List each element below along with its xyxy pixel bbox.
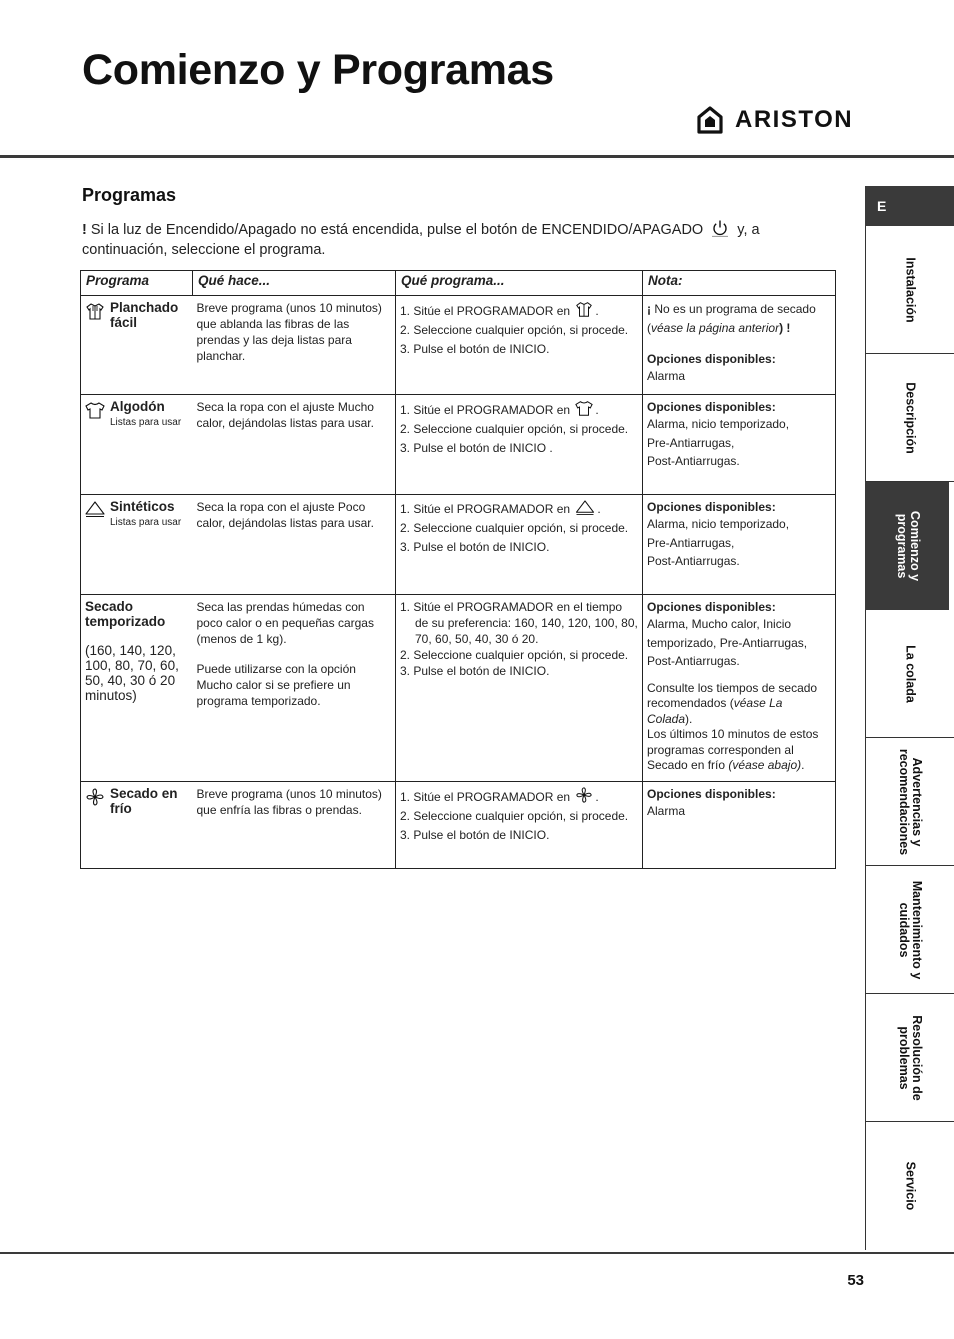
step-item: 3. Pulse el botón de INICIO. bbox=[400, 540, 550, 554]
header-que-hace: Qué hace... bbox=[193, 271, 396, 296]
note-cell bbox=[643, 495, 836, 595]
step-item: 2. Seleccione cualquier opción, si procede. bbox=[400, 809, 629, 823]
page-number: 53 bbox=[847, 1272, 864, 1289]
step-item: 1. Sitúe el PROGRAMADOR en . bbox=[400, 499, 638, 519]
how-cell bbox=[396, 495, 643, 595]
intro-text-1: Si la luz de Encendido/Apagado no está encendida, pulse el botón de ENCENDIDO/APAGADO bbox=[90, 222, 704, 238]
step-item: 3. Pulse el botón de INICIO . bbox=[400, 441, 553, 455]
step-item: 2. Seleccione cualquier opción, si procede. bbox=[400, 422, 629, 436]
table-row bbox=[81, 595, 836, 782]
program-name: Algodón bbox=[110, 399, 165, 414]
synthetics-triangle-icon bbox=[575, 499, 595, 516]
note-extra: Los últimos 10 minutos de estos programas corresponden al Secado en frío (véase abajo). bbox=[647, 727, 819, 772]
step-item: 1. Sitúe el PROGRAMADOR en . bbox=[400, 399, 638, 420]
language-tab[interactable]: E bbox=[865, 186, 954, 226]
tab-la-colada[interactable]: La colada bbox=[865, 610, 954, 738]
tab-servicio[interactable]: Servicio bbox=[865, 1122, 954, 1250]
header-programa: Programa bbox=[81, 271, 193, 296]
step-item: 2. Seleccione cualquier opción, si procede. bbox=[400, 648, 629, 662]
tab-advertencias[interactable]: Advertencias y recomendaciones bbox=[865, 738, 954, 866]
step-item: 3. Pulse el botón de INICIO. bbox=[400, 664, 550, 678]
note-cell bbox=[643, 595, 836, 782]
table-row bbox=[81, 296, 836, 395]
tab-mantenimiento[interactable]: Mantenimiento y cuidados bbox=[865, 866, 954, 994]
step-item: 3. Pulse el botón de INICIO. bbox=[400, 342, 550, 356]
programs-table bbox=[80, 270, 836, 869]
tab-resolucion[interactable]: Resolución de problemas bbox=[865, 994, 954, 1122]
note-line: Alarma, Mucho calor, Inicio bbox=[647, 617, 792, 631]
does-cell: Seca la ropa con el ajuste Mucho calor, dejándolas listas para usar. bbox=[193, 395, 396, 495]
how-cell bbox=[396, 395, 643, 495]
note-head: Opciones disponibles: bbox=[647, 400, 776, 414]
intro-text-2: y, a continuación, seleccione el programa. bbox=[82, 222, 760, 258]
step-item: 2. Seleccione cualquier opción, si procede. bbox=[400, 323, 629, 337]
does-cell: Seca la ropa con el ajuste Poco calor, dejándolas listas para usar. bbox=[193, 495, 396, 595]
does-cell: Breve programa (unos 10 minutos) que ablanda las fibras de las prendas y las deja listas para planchar. bbox=[193, 296, 396, 395]
does-cell: Breve programa (unos 10 minutos) que enfría las fibras o prendas. bbox=[193, 782, 396, 869]
note-line: temporizado, Pre-Antiarrugas, bbox=[647, 635, 808, 650]
table-row bbox=[81, 395, 836, 495]
intro-paragraph bbox=[82, 219, 802, 260]
note-head: Opciones disponibles: bbox=[647, 352, 776, 366]
note-line: Post-Antiarrugas. bbox=[647, 654, 740, 668]
tab-comienzo-y-programas[interactable]: Comienzo y programas bbox=[865, 482, 949, 610]
program-cell bbox=[81, 296, 193, 395]
shirt-hanger-icon bbox=[575, 300, 593, 318]
note-head: Opciones disponibles: bbox=[647, 600, 776, 614]
warning-mark: ! bbox=[82, 222, 87, 238]
cold-dry-fan-icon bbox=[85, 787, 105, 807]
program-name: Sintéticos bbox=[110, 499, 175, 514]
step-item: 3. Pulse el botón de INICIO. bbox=[400, 828, 550, 842]
note-line: Post-Antiarrugas. bbox=[647, 554, 740, 568]
note-cell bbox=[643, 296, 836, 395]
ariston-house-logo-icon bbox=[697, 106, 723, 134]
program-name: Planchado fácil bbox=[110, 300, 179, 330]
how-cell bbox=[396, 296, 643, 395]
table-header-row bbox=[81, 271, 836, 296]
header-que-programa: Qué programa... bbox=[396, 271, 643, 296]
note-line: Alarma, nicio temporizado, bbox=[647, 417, 790, 431]
does-cell: Seca las prendas húmedas con poco calor o en pequeñas cargas (menos de 1 kg). Puede utilizarse con la opción Mucho calor si se prefiere un programa temporizado. bbox=[193, 595, 396, 782]
brand-name: ARISTON bbox=[735, 106, 854, 133]
note-cell bbox=[643, 395, 836, 495]
page-title: Comienzo y Programas bbox=[82, 46, 554, 94]
header-nota: Nota: bbox=[643, 271, 836, 296]
program-name: Secado temporizado bbox=[85, 599, 166, 629]
how-cell bbox=[396, 595, 643, 782]
cotton-tshirt-icon bbox=[575, 399, 593, 417]
note-line: Pre-Antiarrugas, bbox=[647, 535, 735, 550]
note-head: Opciones disponibles: bbox=[647, 787, 776, 801]
cotton-tshirt-icon bbox=[85, 400, 105, 420]
section-tabs bbox=[865, 186, 954, 1250]
note-cell bbox=[643, 782, 836, 869]
note-head: Opciones disponibles: bbox=[647, 500, 776, 514]
footer-divider bbox=[0, 1252, 954, 1254]
tab-descripcion[interactable]: Descripción bbox=[865, 354, 954, 482]
program-cell bbox=[81, 782, 193, 869]
note-line: Post-Antiarrugas. bbox=[647, 454, 740, 468]
program-cell bbox=[81, 495, 193, 595]
table-row bbox=[81, 495, 836, 595]
synthetics-triangle-icon bbox=[85, 500, 105, 518]
note-warning: ¡ No es un programa de secado (véase la página anterior) ! bbox=[647, 302, 816, 335]
cold-dry-fan-icon bbox=[575, 786, 593, 804]
how-cell bbox=[396, 782, 643, 869]
program-times: (160, 140, 120, 100, 80, 70, 60, 50, 40, 30 ó 20 minutos) bbox=[85, 643, 179, 703]
program-subtitle: Listas para usar bbox=[110, 417, 182, 428]
step-item: 1. Sitúe el PROGRAMADOR en el tiempo de su preferencia: 160, 140, 120, 100, 80, 70, 60, 50, 40, 30 ó 20. bbox=[400, 600, 638, 646]
note-extra: Consulte los tiempos de secado recomendados (véase La Colada). bbox=[647, 680, 818, 726]
program-cell bbox=[81, 395, 193, 495]
note-line: Alarma bbox=[647, 804, 686, 818]
note-line: Pre-Antiarrugas, bbox=[647, 435, 735, 450]
step-item: 1. Sitúe el PROGRAMADOR en . bbox=[400, 786, 638, 807]
note-line: Alarma, nicio temporizado, bbox=[647, 517, 790, 531]
tab-instalacion[interactable]: Instalación bbox=[865, 226, 954, 354]
power-icon bbox=[711, 219, 729, 237]
shirt-hanger-icon bbox=[85, 301, 105, 321]
note-line: Alarma bbox=[647, 369, 686, 383]
program-name: Secado en frío bbox=[110, 786, 178, 816]
header-divider bbox=[0, 155, 954, 158]
step-item: 1. Sitúe el PROGRAMADOR en . bbox=[400, 300, 638, 321]
brand-logo bbox=[697, 106, 853, 134]
step-item: 2. Seleccione cualquier opción, si procede. bbox=[400, 521, 629, 535]
program-subtitle: Listas para usar bbox=[110, 517, 182, 528]
section-title: Programas bbox=[82, 185, 177, 205]
program-cell bbox=[81, 595, 193, 782]
table-row bbox=[81, 782, 836, 869]
